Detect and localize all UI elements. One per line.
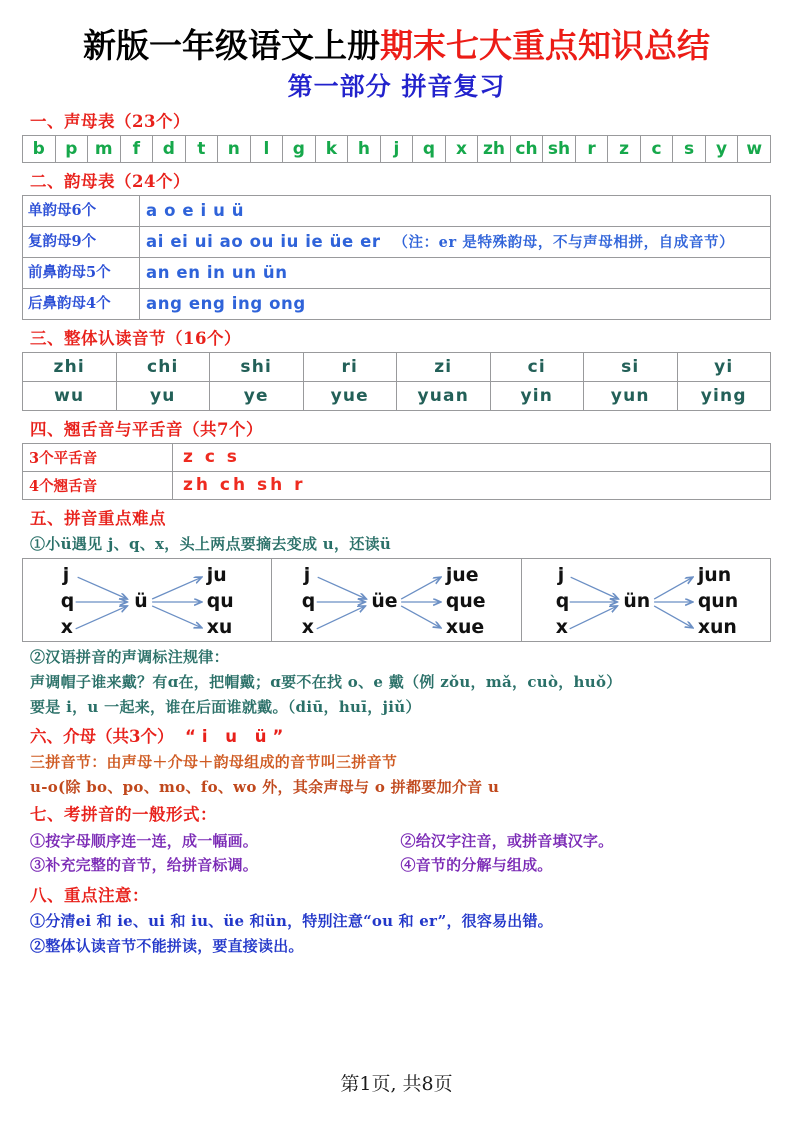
- tongue-row-label: 3个平舌音: [23, 443, 173, 471]
- finals-row-label: 前鼻韵母5个: [23, 257, 140, 288]
- syllable-cell: ci: [490, 352, 584, 381]
- diagram-right-label: jue: [446, 563, 479, 586]
- syllable-cell: wu: [23, 381, 117, 410]
- diagram-left-label: q: [302, 589, 316, 612]
- finals-row-label: 后鼻韵母4个: [23, 288, 140, 319]
- table-row: [23, 288, 771, 319]
- table-row: [23, 443, 771, 471]
- tongue-row-value: z c s: [173, 443, 771, 471]
- table-row: [23, 135, 771, 162]
- diagram-left-label: x: [555, 615, 568, 638]
- syllable-cell: yu: [116, 381, 210, 410]
- diagram-right-label: qun: [697, 589, 738, 612]
- section7-item: ③补充完整的音节，给拼音标调。: [30, 855, 259, 874]
- initial-cell: h: [348, 135, 381, 162]
- diagram-left-label: q: [60, 589, 75, 612]
- initial-cell: c: [640, 135, 673, 162]
- diagram-left-label: x: [302, 615, 315, 638]
- diagram-right-label: qu: [206, 589, 234, 612]
- page-footer: 第1页, 共8页: [340, 1073, 453, 1095]
- finals-value-note: （注：er 是特殊韵母，不与声母相拼，自成音节）: [393, 233, 735, 251]
- syllable-cell: shi: [210, 352, 304, 381]
- initial-cell: b: [23, 135, 56, 162]
- initial-cell: k: [315, 135, 348, 162]
- converge-diverge-diagram-un: [522, 559, 770, 641]
- title-black-part: 新版一年级语文上册: [83, 26, 380, 65]
- initial-cell: w: [738, 135, 771, 162]
- finals-row-label: 复韵母9个: [23, 226, 140, 257]
- section8-item: ②整体认读音节不能拼读，要直接读出。: [30, 936, 304, 955]
- whole-syllables-table: [22, 352, 771, 411]
- finals-value-text: an en in un ün: [146, 262, 288, 282]
- syllable-cell: zi: [397, 352, 491, 381]
- section4-heading: 四、翘舌音与平舌音（共7个）: [30, 419, 263, 439]
- syllable-cell: yue: [303, 381, 397, 410]
- tongue-sounds-table: [22, 443, 771, 500]
- diagram-left-label: j: [62, 563, 70, 586]
- initials-table: [22, 135, 771, 163]
- initial-cell: l: [250, 135, 283, 162]
- initial-cell: x: [445, 135, 478, 162]
- syllable-cell: chi: [116, 352, 210, 381]
- initial-cell: m: [88, 135, 121, 162]
- section8-item: ①分清ei 和 ie、ui 和 iu、üe 和ün，特别注意“ou 和 er”，很容易出错。: [30, 911, 553, 930]
- syllable-cell: zhi: [23, 352, 117, 381]
- initial-cell: zh: [478, 135, 511, 162]
- finals-row-value: [140, 257, 771, 288]
- section2-heading: 二、韵母表（24个）: [30, 171, 190, 191]
- table-row: [23, 226, 771, 257]
- diagram-left-label: x: [60, 615, 73, 638]
- tongue-row-label: 4个翘舌音: [23, 471, 173, 499]
- finals-row-value: [140, 288, 771, 319]
- finals-row-label: 单韵母6个: [23, 195, 140, 226]
- table-row: [23, 381, 771, 410]
- initial-cell: y: [705, 135, 738, 162]
- initial-cell: ch: [510, 135, 543, 162]
- converge-diverge-diagram-u: [23, 559, 271, 641]
- finals-row-value: [140, 195, 771, 226]
- umlaut-rule-diagrams: [22, 558, 771, 642]
- diagram-cell-un: [521, 558, 770, 641]
- table-row: [23, 195, 771, 226]
- diagram-right-label: ju: [206, 563, 227, 586]
- section5-rule2-line2: 要是 i，u 一起来，谁在后面谁就戴。（diū，huī，jiǔ）: [30, 697, 421, 716]
- section1-heading: 一、声母表（23个）: [30, 111, 190, 131]
- syllable-cell: ye: [210, 381, 304, 410]
- initial-cell: q: [413, 135, 446, 162]
- section6-heading-text: 六、介母（共3个）: [30, 726, 174, 746]
- diagram-right-label: xu: [206, 615, 233, 638]
- finals-table: [22, 195, 771, 320]
- initial-cell: d: [153, 135, 186, 162]
- section5-rule1: ①小ü遇见 j、q、x，头上两点要摘去变成 u，还读ü: [30, 534, 392, 553]
- diagram-left-label: j: [304, 563, 311, 586]
- diagram-right-label: jun: [697, 563, 731, 586]
- diagram-left-label: q: [555, 589, 569, 612]
- diagram-left-label: j: [557, 563, 564, 586]
- syllable-cell: yi: [677, 352, 771, 381]
- finals-value-text: ang eng ing ong: [146, 293, 306, 313]
- diagram-middle-label: ü: [134, 589, 148, 612]
- diagram-right-label: xun: [697, 615, 737, 638]
- table-row: [23, 257, 771, 288]
- table-row: [23, 352, 771, 381]
- initial-cell: n: [218, 135, 251, 162]
- initial-cell: f: [120, 135, 153, 162]
- initial-cell: sh: [543, 135, 576, 162]
- initial-cell: z: [608, 135, 641, 162]
- section7-column-right: [401, 827, 772, 878]
- section6-line1: 三拼音节：由声母＋介母＋韵母组成的音节叫三拼音节: [30, 752, 398, 771]
- title-red-part: 期末七大重点知识总结: [380, 26, 710, 65]
- finals-row-value: [140, 226, 771, 257]
- syllable-cell: yun: [584, 381, 678, 410]
- syllable-cell: yuan: [397, 381, 491, 410]
- section6-heading: [30, 723, 771, 747]
- section7-item: ②给汉字注音，或拼音填汉字。: [400, 831, 614, 850]
- section6-line2: u-o(除 bo、po、mo、fo、wo 外，其余声母与 o 拼都要加介音 u: [30, 777, 500, 796]
- section5-heading: 五、拼音重点难点: [30, 508, 166, 528]
- finals-value-text: ai ei ui ao ou iu ie üe er: [146, 231, 381, 251]
- page-subtitle: 第一部分 拼音复习: [287, 71, 506, 101]
- diagram-cell-u: [23, 558, 272, 641]
- initial-cell: p: [55, 135, 88, 162]
- diagram-cell-ue: [272, 558, 521, 641]
- syllable-cell: si: [584, 352, 678, 381]
- table-row: [23, 558, 771, 641]
- section7-heading: 七、考拼音的一般形式：: [30, 804, 217, 824]
- converge-diverge-diagram-ue: [272, 559, 520, 641]
- initial-cell: g: [283, 135, 316, 162]
- section3-heading: 三、整体认读音节（16个）: [30, 328, 241, 348]
- page-title: [22, 28, 771, 65]
- initial-cell: t: [185, 135, 218, 162]
- diagram-middle-label: üe: [371, 589, 398, 612]
- syllable-cell: ri: [303, 352, 397, 381]
- initial-cell: r: [575, 135, 608, 162]
- section7-column-left: [30, 827, 401, 878]
- tongue-row-value: zh ch sh r: [173, 471, 771, 499]
- table-row: [23, 471, 771, 499]
- finals-value-text: a o e i u ü: [146, 200, 245, 220]
- diagram-right-label: que: [446, 589, 486, 612]
- section6-heading-letters: “i u ü”: [184, 726, 290, 746]
- section7-items: [30, 827, 771, 878]
- syllable-cell: yin: [490, 381, 584, 410]
- syllable-cell: ying: [677, 381, 771, 410]
- initial-cell: s: [673, 135, 706, 162]
- diagram-middle-label: ün: [622, 589, 650, 612]
- section5-rule2-line1: 声调帽子谁来戴？有ɑ在，把帽戴；ɑ要不在找 o、e 戴（例 zǒu，mǎ，cuò，huǒ）: [30, 672, 622, 691]
- initial-cell: j: [380, 135, 413, 162]
- section7-item: ①按字母顺序连一连，成一幅画。: [30, 831, 259, 850]
- section7-item: ④音节的分解与组成。: [400, 855, 553, 874]
- diagram-right-label: xue: [446, 615, 485, 638]
- section8-heading: 八、重点注意：: [30, 885, 149, 905]
- section5-rule2-title: ②汉语拼音的声调标注规律：: [30, 647, 229, 666]
